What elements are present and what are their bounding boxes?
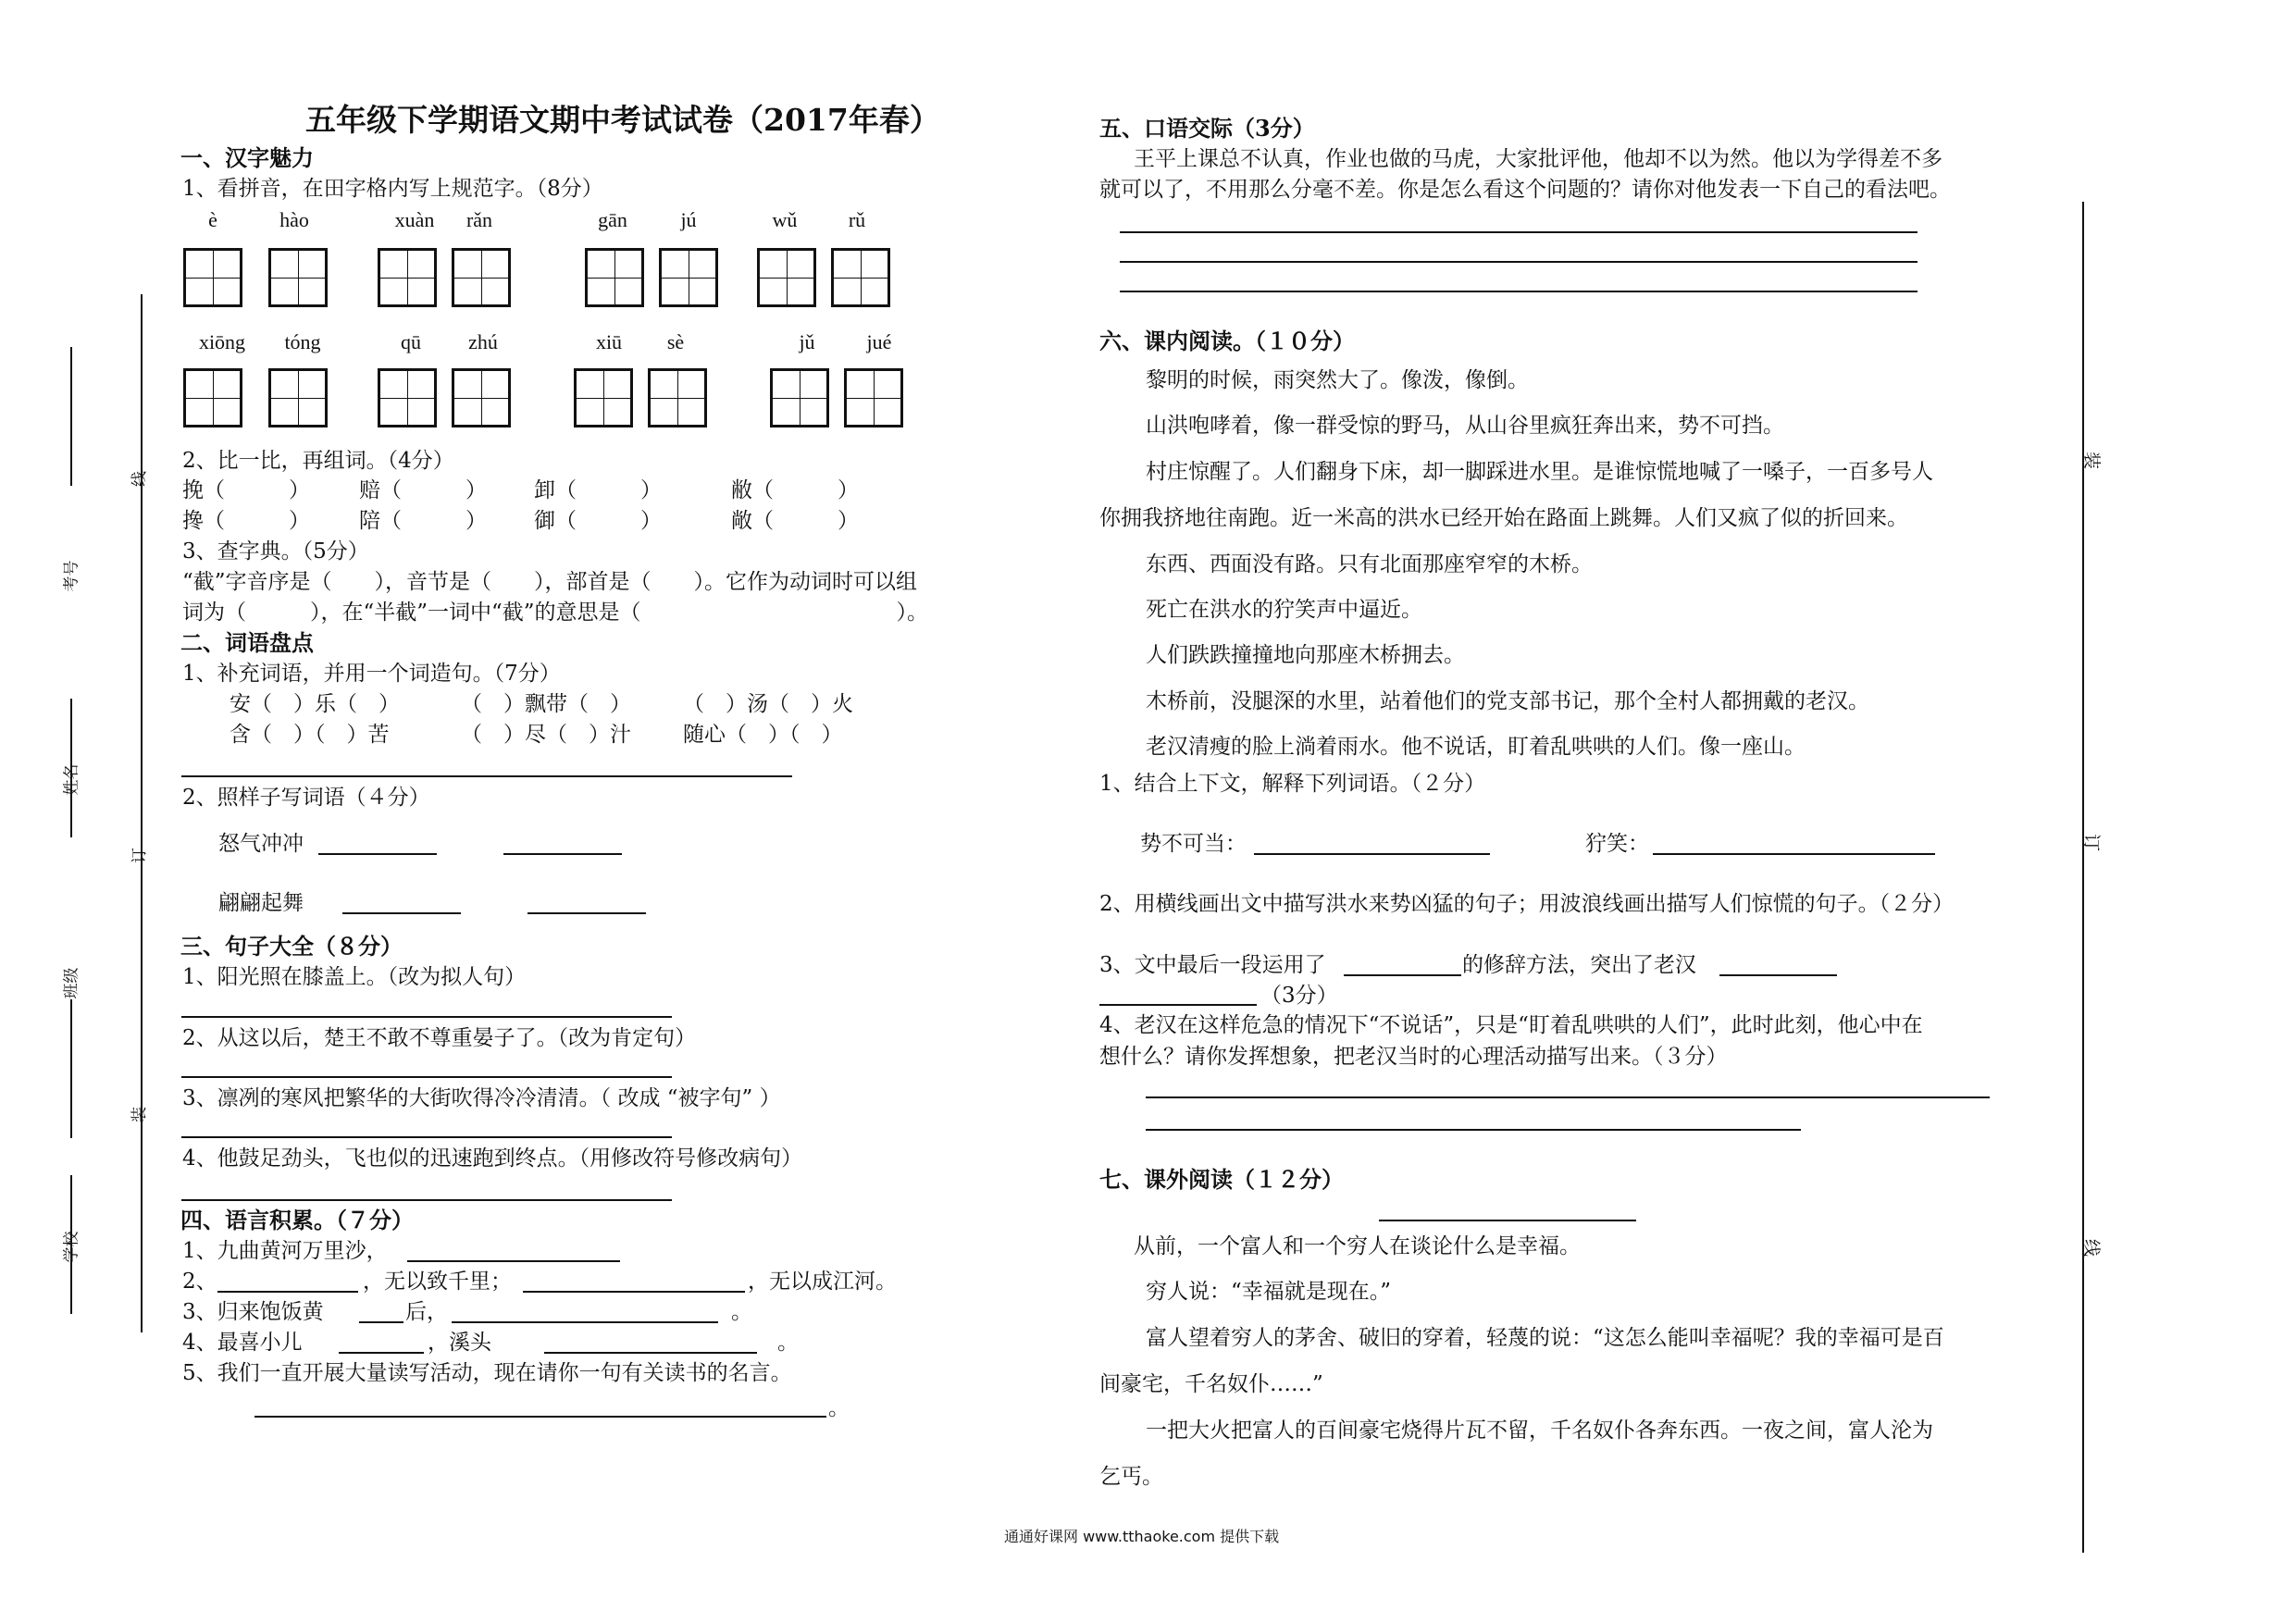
tianzige-box[interactable] [659,248,718,307]
pinyin: jué [866,330,892,353]
s7-para: 富人望着穷人的茅舍、破旧的穿着，轻蔑的说：“这怎么能叫幸福呢？我的幸福可是百 [1146,1326,1944,1350]
answer-line[interactable] [1344,974,1461,976]
pinyin: zhú [468,330,498,353]
s4-heading: 四、语言积累。（７分） [180,1207,414,1233]
margin-xingming: 姓名 [62,763,81,796]
s6-q1: 1、结合上下文，解释下列词语。（２分） [1099,772,1486,796]
s6-para: 老汉清瘦的脸上淌着雨水。他不说话，盯着乱哄哄的人们。像一座山。 [1146,735,1806,759]
s2-q1: 1、补充词语，并用一个词造句。（7分） [182,662,561,686]
s1-q3-line1: “截”字音序是（ ），音节是（ ），部首是（ ）。它作为动词时可以组 [182,570,918,594]
tianzige-box[interactable] [452,368,511,427]
pinyin: hào [279,208,309,231]
answer-line[interactable] [254,1416,826,1418]
pinyin: xiū [595,330,623,353]
idiom[interactable]: 含（ ）（ ）苦 [230,723,390,747]
compare-word[interactable]: 搀（ ） [182,509,310,533]
s2-q2: 2、照样子写词语（４分） [182,786,430,810]
tianzige-box[interactable] [378,368,437,427]
pinyin: qū [401,330,421,353]
tianzige-box[interactable] [452,248,511,307]
tianzige-box[interactable] [757,248,816,307]
page-title: 五年级下学期语文期中考试试卷（2017年春） [305,102,940,138]
s6-w2: 狞笑： [1585,832,1649,856]
example-word: 翩翩起舞 [218,891,304,915]
answer-line[interactable] [1719,974,1837,976]
pinyin: xuàn [394,208,435,231]
tianzige-box[interactable] [268,248,328,307]
answer-line[interactable] [181,1016,672,1018]
answer-line[interactable] [1120,261,1917,263]
s6-q3a: 3、文中最后一段运用了 [1099,953,1326,977]
s7-para: 一把大火把富人的百间豪宅烧得片瓦不留，千名奴仆各奔东西。一夜之间，富人沦为 [1146,1419,1933,1443]
s5-p1: 王平上课总不认真，作业也做的马虎，大家批评他，他却不以为然。他以为学得差不多 [1134,147,1942,171]
answer-line[interactable] [523,1291,745,1293]
s6-para: 黎明的时候，雨突然大了。像泼，像倒。 [1146,368,1529,392]
tianzige-box[interactable] [268,368,328,427]
s3-heading: 三、句子大全（８分） [180,933,403,960]
s6-para: 山洪咆哮着，像一群受惊的野马，从山谷里疯狂奔出来，势不可挡。 [1146,414,1784,438]
tianzige-box[interactable] [831,248,890,307]
margin-ding-right: 订 [2081,833,2103,852]
pinyin: jú [680,208,697,231]
margin-zhuang-right: 装 [2081,451,2103,470]
s3-q1: 1、阳光照在膝盖上。（改为拟人句） [182,965,527,989]
s4-l5: 5、我们一直开展大量读写活动，现在请你一句有关读书的名言。 [182,1361,792,1385]
answer-line[interactable] [407,1260,620,1262]
s7-para: 间豪宅，千名奴仆……” [1099,1372,1323,1396]
s4-l4a: 4、最喜小儿 [182,1331,303,1355]
tianzige-box[interactable] [574,368,633,427]
tianzige-box[interactable] [183,248,242,307]
answer-line[interactable] [544,1352,757,1354]
s6-para: 你拥我挤地往南跑。近一米高的洪水已经开始在路面上跳舞。人们又疯了似的折回来。 [1099,506,1908,530]
s6-para: 人们跌跌撞撞地向那座木桥拥去。 [1146,643,1465,667]
s4-l4b: ，溪头 [428,1331,491,1355]
answer-line[interactable] [318,853,437,855]
margin-xuexiao: 学校 [62,1231,81,1263]
s4-l5end: 。 [828,1396,850,1420]
answer-line[interactable] [339,1352,424,1354]
margin-banji: 班级 [62,967,81,999]
idiom[interactable]: 随心（ ）（ ） [683,723,843,747]
s4-l1: 1、九曲黄河万里沙， [182,1239,388,1263]
tianzige-box[interactable] [844,368,903,427]
tianzige-box[interactable] [648,368,707,427]
s4-l4c: 。 [777,1331,799,1355]
s3-q2: 2、从这以后，楚王不敢不尊重晏子了。（改为肯定句） [182,1026,697,1050]
pinyin: sè [666,330,685,353]
example-word: 怒气冲冲 [218,832,304,856]
tianzige-box[interactable] [183,368,242,427]
s6-w1: 势不可当： [1140,832,1247,856]
pinyin: jǔ [799,330,815,353]
answer-line[interactable] [359,1321,403,1323]
compare-word[interactable]: 卸（ ） [534,478,662,502]
answer-line[interactable] [452,1321,718,1323]
banji-line [70,999,72,1138]
s6-q4l1: 4、老汉在这样危急的情况下“不说话”，只是“盯着乱哄哄的人们”，此时此刻，他心中在 [1099,1013,1923,1037]
s6-para: 东西、西面没有路。只有北面那座窄窄的木桥。 [1146,552,1593,576]
s4-l2a: 2、 [182,1270,217,1294]
answer-line[interactable] [1120,291,1917,292]
answer-line[interactable] [1099,1004,1257,1006]
answer-line[interactable] [1653,853,1935,855]
margin-zhuang: 装 [130,1107,149,1122]
s7-para: 从前，一个富人和一个穷人在谈论什么是幸福。 [1134,1234,1581,1258]
idiom[interactable]: 安（ ）乐（ ） [230,692,400,716]
pinyin: rǔ [848,208,866,231]
s1-heading: 一、汉字魅力 [180,144,314,171]
idiom[interactable]: （ ）尽（ ）汁 [461,723,631,747]
s1-q1: 1、看拼音，在田字格内写上规范字。（8分） [182,177,603,201]
answer-line[interactable] [342,912,461,914]
margin-ding: 订 [130,848,149,863]
s1-q2: 2、比一比，再组词。（4分） [182,449,454,473]
tianzige-box[interactable] [585,248,644,307]
s6-para: 死亡在洪水的狞笑声中逼近。 [1146,598,1422,622]
s5-p2: 就可以了，不用那么分毫不差。你是怎么看这个问题的？请你对他发表一下自己的看法吧。 [1099,178,1951,202]
idiom[interactable]: （ ）飘带（ ） [461,692,631,716]
s6-para: 木桥前，没腿深的水里，站着他们的党支部书记，那个全村人都拥戴的老汉。 [1146,689,1869,713]
footer: 通通好课网 www.tthaoke.com 提供下载 [1004,1528,1280,1545]
s4-l3a: 3、归来饱饭黄 [182,1300,324,1324]
s6-q3c: （3分） [1260,984,1338,1008]
title-answer-line[interactable] [1379,1220,1636,1221]
answer-line[interactable] [503,853,622,855]
answer-line[interactable] [217,1291,358,1293]
margin-xian: 线 [130,471,149,487]
s2-heading: 二、词语盘点 [180,629,314,656]
s6-q3b: 的修辞方法，突出了老汉 [1462,953,1696,977]
compare-word[interactable]: 陪（ ） [359,509,487,533]
margin-kaohao: 考号 [62,560,81,592]
pinyin: è [208,208,217,231]
binding-line-left [141,294,143,1332]
compare-word[interactable]: 敝（ ） [731,478,859,502]
tianzige-box[interactable] [378,248,437,307]
answer-line[interactable] [181,1199,672,1201]
answer-line[interactable] [181,775,792,777]
s7-heading: 七、课外阅读（１２分） [1099,1166,1344,1193]
s5-heading: 五、口语交际（3分） [1099,115,1315,142]
compare-word[interactable]: 敞（ ） [731,509,859,533]
answer-line[interactable] [1146,1096,1990,1098]
s7-para: 穷人说：“幸福就是现在。” [1146,1280,1392,1304]
pinyin: rǎn [465,208,493,231]
answer-line[interactable] [1120,231,1917,233]
pinyin: tóng [284,330,321,353]
s6-q4l2: 想什么？请你发挥想象，把老汉当时的心理活动描写出来。（３分） [1099,1045,1728,1069]
pinyin: gān [598,208,627,231]
idiom[interactable]: （ ）汤（ ）火 [683,692,853,716]
s4-l3c: 。 [731,1300,752,1324]
answer-line[interactable] [1146,1129,1801,1131]
answer-line[interactable] [181,1136,672,1138]
s1-q3-line2: 词为（ ），在“半截”一词中“截”的意思是（ ）。 [182,601,929,625]
pinyin: xiōng [198,330,246,353]
s7-para: 乞丐。 [1099,1465,1163,1489]
compare-word[interactable]: 御（ ） [534,509,662,533]
s4-l3b: 后， [405,1300,448,1324]
s3-q4: 4、他鼓足劲头，飞也似的迅速跑到终点。（用修改符号修改病句） [182,1146,803,1171]
margin-xian-right: 线 [2081,1238,2103,1258]
s3-q3: 3、凛冽的寒风把繁华的大街吹得冷冷清清。（ 改成 “被字句” ） [182,1086,781,1110]
answer-line[interactable] [181,1076,672,1078]
s6-q2: 2、用横线画出文中描写洪水来势凶猛的句子；用波浪线画出描写人们惊慌的句子。（２分） [1099,892,1955,916]
pinyin: wǔ [772,208,798,231]
tianzige-box[interactable] [770,368,829,427]
answer-line[interactable] [1254,853,1490,855]
compare-word[interactable]: 挽（ ） [182,478,310,502]
s4-l2b: ，无以致千里； [363,1270,512,1294]
compare-word[interactable]: 赔（ ） [359,478,487,502]
answer-line[interactable] [527,912,646,914]
s1-q3: 3、查字典。（5分） [182,539,369,564]
s4-l2c: ，无以成江河。 [748,1270,897,1294]
kaohao-line [70,347,72,486]
s6-para: 村庄惊醒了。人们翻身下床，却一脚踩进水里。是谁惊慌地喊了一嗓子，一百多号人 [1146,460,1933,484]
s6-heading: 六、课内阅读。（１０分） [1099,328,1355,354]
binding-line-right [2082,202,2084,1553]
